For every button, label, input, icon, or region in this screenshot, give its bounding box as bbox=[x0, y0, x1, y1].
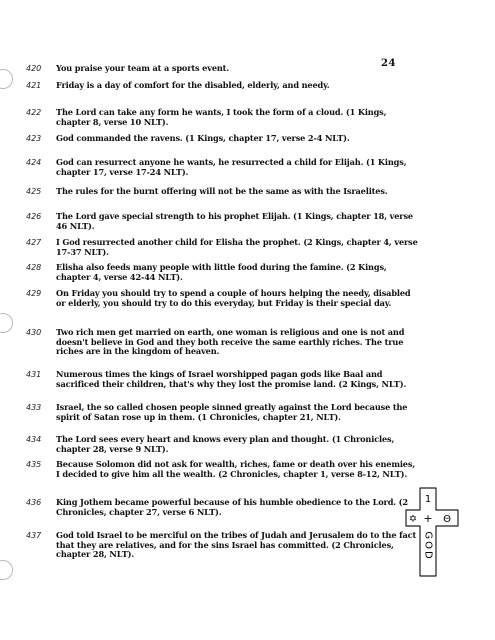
entry-text: Israel, the so called chosen people sinned greatly against the Lord because the spirit of Satan rose up in them. (1 Chronicles, chapter 21, NLT). bbox=[56, 402, 408, 422]
entry-number: 427 bbox=[26, 238, 42, 247]
star-of-david-icon: ✡ bbox=[408, 514, 418, 525]
entry-number: 423 bbox=[26, 134, 42, 143]
entry-number: 436 bbox=[26, 498, 42, 507]
entry-text: God can resurrect anyone he wants, he resurrected a child for Elijah. (1 Kings, chapter 17, verse 17-24 NLT). bbox=[56, 157, 407, 177]
entry-number: 424 bbox=[26, 158, 42, 167]
crescent-symbol-icon: Θ bbox=[443, 514, 451, 525]
page-number: 24 bbox=[381, 58, 396, 69]
entry-text: Numerous times the kings of Israel worshipped pagan gods like Baal and sacrificed their children, that's why they lost the promise land. (2 Kings, NLT). bbox=[56, 369, 407, 389]
entry-text: God commanded the ravens. (1 Kings, chapter 17, verse 2-4 NLT). bbox=[56, 133, 350, 143]
entry-number: 435 bbox=[26, 460, 42, 469]
drawing-top-mark: 1 bbox=[424, 494, 432, 505]
entry-text: The rules for the burnt offering will not be the same as with the Israelites. bbox=[56, 186, 388, 196]
small-cross-icon: + bbox=[423, 512, 433, 525]
entry-text: Friday is a day of comfort for the disabled, elderly, and needy. bbox=[56, 80, 330, 90]
entry-text: King Jothem became powerful because of his humble obedience to the Lord. (2 Chronicles, chapter 27, verse 6 NLT). bbox=[56, 497, 408, 517]
entry-number: 433 bbox=[26, 403, 42, 412]
entry-number: 431 bbox=[26, 370, 42, 379]
drawing-god-word: GOD bbox=[422, 531, 434, 561]
entry-text: The Lord can take any form he wants, I took the form of a cloud. (1 Kings, chapter 8, verse 10 NLT). bbox=[56, 107, 387, 127]
entry-text: Because Solomon did not ask for wealth, riches, fame or death over his enemies, I decided to give him all the wealth. (2 Chronicles, chapter 1, verse 8-12, NLT). bbox=[56, 459, 416, 479]
entry-text: Two rich men get married on earth, one woman is religious and one is not and doesn't believe in God and they both receive the same earthly riches. The true riches are in the kingdom of heaven. bbox=[56, 327, 405, 357]
entry-number: 429 bbox=[26, 289, 42, 298]
entry-number: 434 bbox=[26, 435, 42, 444]
binder-hole bbox=[0, 69, 13, 89]
entry-text: God told Israel to be merciful on the tribes of Judah and Jerusalem do to the fact that they are relatives, and for the sins Israel has committed. (2 Chronicles, chapter 28, NLT). bbox=[56, 530, 417, 560]
entry-number: 422 bbox=[26, 108, 42, 117]
entry-text: On Friday you should try to spend a couple of hours helping the needy, disabled or elderly, you should try to do this everyday, but Friday is their special day. bbox=[56, 288, 411, 308]
entry-number: 426 bbox=[26, 212, 42, 221]
binder-hole bbox=[0, 560, 13, 580]
entry-text: I God resurrected another child for Elisha the prophet. (2 Kings, chapter 4, verse 17-37 NLT). bbox=[56, 237, 418, 257]
binder-hole bbox=[0, 313, 13, 333]
entry-text: Elisha also feeds many people with little food during the famine. (2 Kings, chapter 4, verse 42-44 NLT). bbox=[56, 262, 387, 282]
entry-number: 428 bbox=[26, 263, 42, 272]
entry-text: You praise your team at a sports event. bbox=[56, 63, 230, 73]
entry-text: The Lord sees every heart and knows every plan and thought. (1 Chronicles, chapter 28, verse 9 NLT). bbox=[56, 434, 395, 454]
entry-number: 421 bbox=[26, 81, 42, 90]
entry-number: 430 bbox=[26, 328, 42, 337]
entry-number: 437 bbox=[26, 531, 42, 540]
entry-number: 425 bbox=[26, 187, 42, 196]
entry-number: 420 bbox=[26, 64, 42, 73]
cross-drawing bbox=[404, 486, 460, 580]
entry-text: The Lord gave special strength to his prophet Elijah. (1 Kings, chapter 18, verse 46 NLT). bbox=[56, 211, 413, 231]
